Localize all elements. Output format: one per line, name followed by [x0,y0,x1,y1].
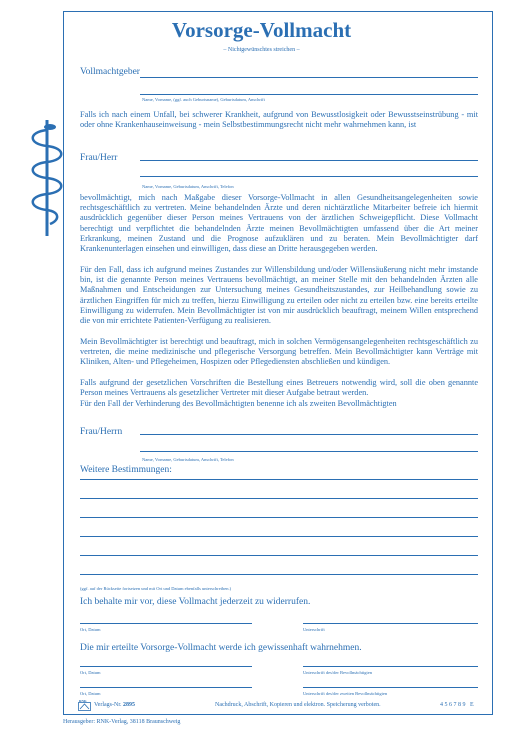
sign2-signature-caption: Unterschrift des/der Bevollmächtigten [303,670,372,675]
further-label: Weitere Bestimmungen: [80,465,172,475]
verlag-number-block [94,702,135,708]
paragraph-second-agent: Für den Fall der Verhinderung des Bevollmächtigten benenne ich als zweiten Bevollmächtigten [80,399,397,408]
document-title: Vorsorge-Vollmacht [171,18,352,42]
further-line-4[interactable] [80,536,478,537]
grantor-line-2[interactable] [140,94,478,95]
accept-text: Die mir erteilte Vorsorge-Vollmacht werde ich gewissenhaft wahrnehmen. [80,643,362,653]
sign2-date-line[interactable] [80,666,252,667]
publisher-info: Herausgeber: RNK-Verlag, 38118 Braunschweig [63,719,181,725]
sign3-date-line[interactable] [80,687,252,688]
document-subtitle: – Nichtgewünschtes streichen – [223,47,300,53]
sign3-date-caption: Ort, Datum [80,691,101,696]
grantor-label: Vollmachtgeber [80,67,140,77]
sign2-signature-line[interactable] [303,666,478,667]
agent1-caption: Name, Vorname, Geburtsdatum, Anschrift, Telefon [142,184,234,189]
further-line-3[interactable] [80,517,478,518]
agent2-caption: Name, Vorname, Geburtsdatum, Anschrift, Telefon [142,457,234,462]
sign1-date-caption: Ort, Datum [80,627,101,632]
grantor-caption: Name, Vorname, (ggf. auch Geburtsname), Geburtsdatum, Anschrift [142,97,265,102]
further-line-6[interactable] [80,574,478,575]
revoke-text: Ich behalte mir vor, diese Vollmacht jederzeit zu widerrufen. [80,597,311,607]
further-note: (ggf. auf der Rückseite fortsetzen und mit Ort und Datum ebenfalls unterschreiben.) [80,586,232,591]
sign3-signature-line[interactable] [303,687,478,688]
agent1-line-1[interactable] [140,160,478,161]
further-line-2[interactable] [80,498,478,499]
further-line-1[interactable] [80,479,478,480]
agent1-label: Frau/Herr [80,153,118,163]
sign1-signature-caption: Unterschrift [303,627,325,632]
further-line-5[interactable] [80,555,478,556]
aesculapian-staff-icon [20,118,74,238]
form-code: 4 5 6 7 8 9 E [440,702,474,708]
publisher-logo-icon [78,702,91,711]
sign3-signature-caption: Unterschrift des/der zweiten Bevollmächtigten [303,691,388,696]
agent2-label: Frau/Herrn [80,427,123,437]
paragraph-medical: Für den Fall, dass ich aufgrund meines Zustandes zur Willensbildung und/oder Willensäußerung nicht mehr imstande bin, ist die genannte Person meines Vertrauens bevollmächtigt, an meiner Stelle mit den behandelnden Ärzten alle Maßnahmen und Entscheidungen zur Untersuchung meines Gesundheitszustandes, zur Heilbehandlung sowie zu ärztlichen Eingriffen für mich zu treffen, hierzu Einwilligung zu erteilen oder nicht zu erteilen bzw. eine bereits erteilte Einwilligung zu widerrufen. Mein Bevollmächtigter ist von mir ausdrücklich beauftragt, meinem Willen entsprechend die von mir errichtete Patienten-Verfügung zu realisieren. [80,265,478,326]
verlag-label: Verlags-Nr. [94,702,122,708]
sign2-date-caption: Ort, Datum [80,670,101,675]
intro-paragraph: Falls ich nach einem Unfall, bei schwerer Krankheit, aufgrund von Bewusstlosigkeit oder Bewusstseinstrübung - mit oder ohne Krankenhauseinweisung - mein Selbstbestimmungsrecht nicht mehr wahrnehmen kann, ist [80,110,478,130]
sign1-date-line[interactable] [80,623,252,624]
paragraph-authority: bevollmächtigt, mich nach Maßgabe dieser Vorsorge-Vollmacht in allen Gesundheitsangelegenheiten sowie rechtsgeschäftlich zu vertreten. Meine behandelnden Ärzte und deren nichtärztliche Mitarbeiter befreie ich hiermit ausdrücklich gegenüber dieser Person meines Vertrauens von der ärztlichen Schweigepflicht. Diese Vollmacht berechtigt und verpflichtet die behandelnden Ärzte meinen Bevollmächtigten umfassend über die Art meiner Erkrankung, meinen Zustand und die Prognose aufzuklären und zu beraten. Mein Bevollmächtigter darf Krankenunterlagen einsehen und einwilligen, dass diese an Dritte herausgegeben werden. [80,193,478,254]
verlag-number: 2895 [123,702,135,708]
paragraph-guardian: Falls aufgrund der gesetzlichen Vorschriften die Bestellung eines Betreuers notwendig wird, soll die oben genannte Person meines Vertrauens als gesetzlicher Vertreter mit dieser Aufgabe betraut werden. [80,378,478,398]
grantor-line-1[interactable] [140,77,478,78]
sign1-signature-line[interactable] [303,623,478,624]
agent2-line-2[interactable] [140,451,478,452]
paragraph-assets: Mein Bevollmächtigter ist berechtigt und beauftragt, mich in solchen Vermögensangelegenheiten rechtsgeschäftlich zu vertreten, die meine medizinische und pflegerische Versorgung betreffen. Mein Bevollmächtigter kann Verträge mit Kliniken, Alten- und Pflegeheimen, Hospizen oder Pflegediensten abschließen und kündigen. [80,337,478,367]
agent2-line-1[interactable] [140,434,478,435]
agent1-line-2[interactable] [140,176,478,177]
publisher-mark: RNK [79,699,87,703]
copyright-notice: Nachdruck, Abschrift, Kopieren und elektron. Speicherung verboten. [215,702,381,708]
